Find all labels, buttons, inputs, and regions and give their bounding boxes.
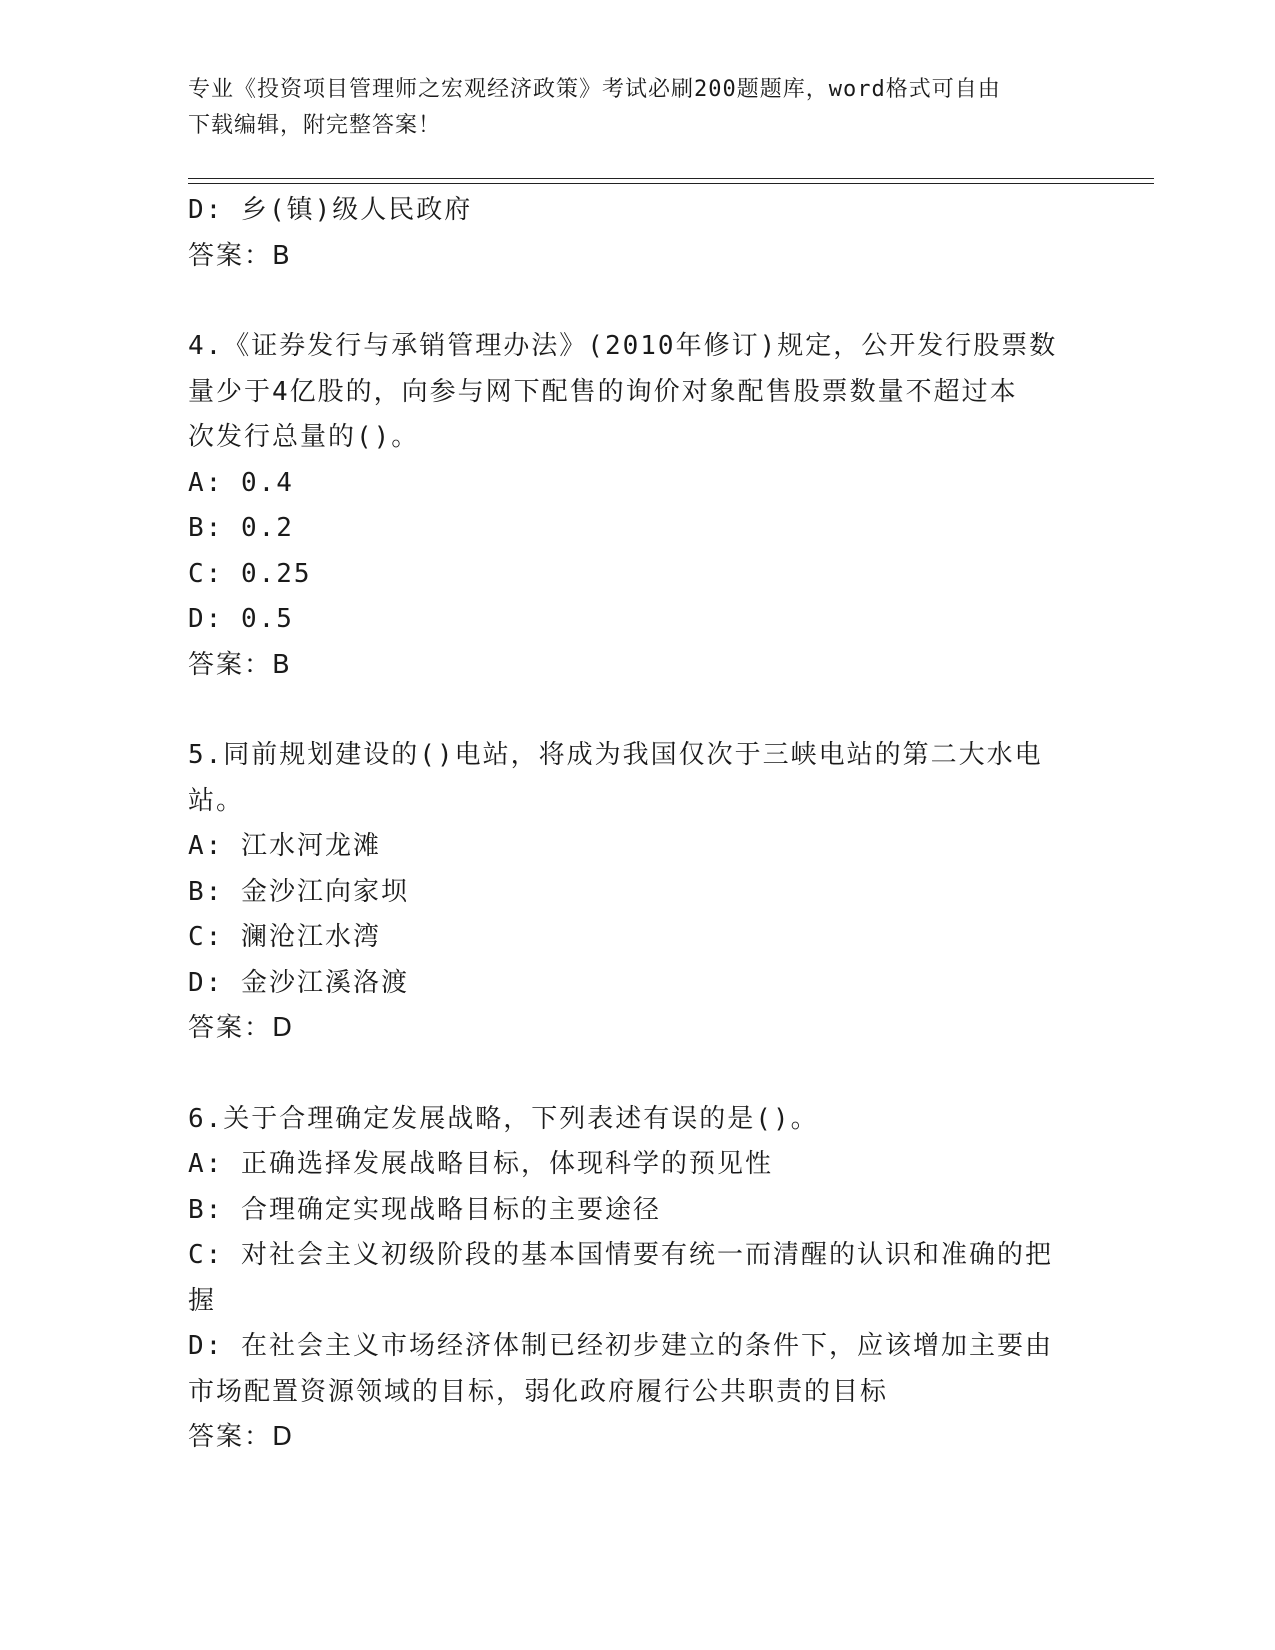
option-b: B: 0.2 — [188, 513, 294, 543]
spacer — [188, 1052, 1088, 1097]
page-header — [188, 72, 1088, 144]
question-text-line: 站。 — [188, 785, 245, 816]
question-text-line: 6.关于合理确定发展战略，下列表述有误的是()。 — [188, 1103, 819, 1134]
option-a: A: 正确选择发展战略目标，体现科学的预见性 — [188, 1149, 773, 1179]
option-c: C: 澜沧江水湾 — [188, 922, 381, 952]
question-5 — [188, 733, 1088, 1052]
option-b: B: 金沙江向家坝 — [188, 876, 409, 907]
header-line-1: 专业《投资项目管理师之宏观经济政策》考试必刷200题题库，word格式可自由 — [188, 77, 1001, 102]
answer-line: 答案：D — [188, 1422, 295, 1452]
header-line-2: 下载编辑，附完整答案！ — [188, 113, 442, 138]
header-divider-bottom — [188, 183, 1154, 184]
answer-line: 答案：D — [188, 1013, 295, 1043]
option-c-continued: 握 — [188, 1285, 217, 1316]
option-a: A: 江水河龙滩 — [188, 831, 381, 861]
option-d: D: 乡(镇)级人民政府 — [188, 195, 473, 225]
option-c: C: 0.25 — [188, 558, 312, 589]
question-text-line: 5.同前规划建设的()电站，将成为我国仅次于三峡电站的第二大水电 — [188, 740, 1043, 770]
question-4 — [188, 324, 1088, 688]
option-c: C: 对社会主义初级阶段的基本国情要有统一而清醒的认识和准确的把 — [188, 1240, 1053, 1270]
question-text-line: 4.《证券发行与承销管理办法》(2010年修订)规定，公开发行股票数 — [188, 331, 1058, 361]
question-text-line: 次发行总量的()。 — [188, 422, 420, 452]
answer-line: 答案：B — [188, 240, 292, 271]
question-text-line: 量少于4亿股的，向参与网下配售的询价对象配售股票数量不超过本 — [188, 376, 1018, 407]
option-d: D: 在社会主义市场经济体制已经初步建立的条件下，应该增加主要由 — [188, 1331, 1053, 1361]
option-a: A: 0.4 — [188, 467, 294, 498]
option-d-continued: 市场配置资源领域的目标，弱化政府履行公共职责的目标 — [188, 1376, 889, 1407]
question-6 — [188, 1097, 1088, 1461]
spacer — [188, 688, 1088, 733]
header-divider-top — [188, 178, 1154, 179]
option-d: D: 0.5 — [188, 604, 294, 634]
option-b: B: 合理确定实现战略目标的主要途径 — [188, 1194, 661, 1225]
answer-line: 答案：B — [188, 649, 292, 680]
option-d: D: 金沙江溪洛渡 — [188, 967, 409, 998]
question-content — [188, 188, 1088, 1461]
spacer — [188, 279, 1088, 324]
